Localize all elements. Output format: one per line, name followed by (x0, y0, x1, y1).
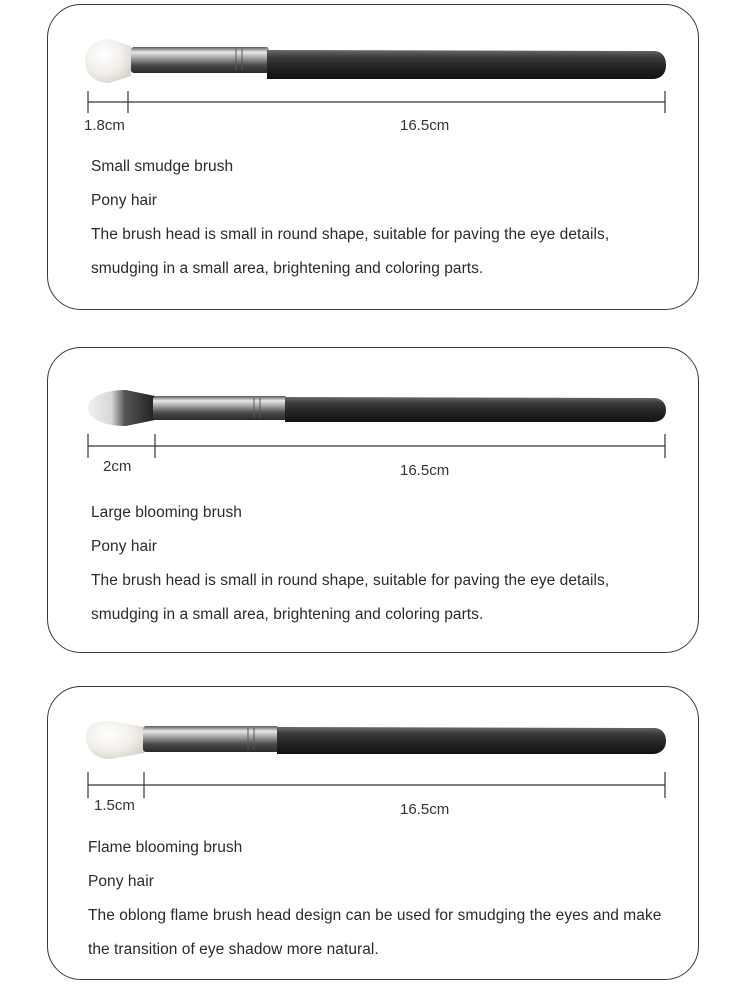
brush-material: Pony hair (91, 538, 157, 555)
total-length-label: 16.5cm (400, 462, 450, 479)
brush-name: Small smudge brush (91, 158, 234, 175)
brush-card-flame-blooming (47, 686, 699, 980)
brush-material: Pony hair (91, 192, 157, 209)
total-length-label: 16.5cm (400, 801, 450, 818)
brush-description-line-2: the transition of eye shadow more natural. (88, 941, 379, 958)
head-length-label: 1.8cm (84, 117, 125, 134)
brush-description-line-2: smudging in a small area, brightening and coloring parts. (91, 606, 484, 623)
brush-description-line-1: The brush head is small in round shape, suitable for paving the eye details, (91, 226, 610, 243)
brush-description-line-1: The oblong flame brush head design can be used for smudging the eyes and make (88, 907, 662, 924)
brush-card-small-smudge (47, 4, 699, 310)
brush-name: Flame blooming brush (88, 839, 243, 856)
head-length-label: 1.5cm (94, 797, 135, 814)
brush-card-large-blooming (47, 347, 699, 653)
brush-description-line-2: smudging in a small area, brightening and coloring parts. (91, 260, 484, 277)
dimension-lines (48, 348, 700, 468)
total-length-label: 16.5cm (400, 117, 450, 134)
brush-material: Pony hair (88, 873, 154, 890)
dimension-lines (48, 5, 700, 125)
dimension-lines (48, 687, 700, 807)
brush-description-line-1: The brush head is small in round shape, suitable for paving the eye details, (91, 572, 610, 589)
brush-name: Large blooming brush (91, 504, 242, 521)
head-length-label: 2cm (103, 458, 132, 475)
